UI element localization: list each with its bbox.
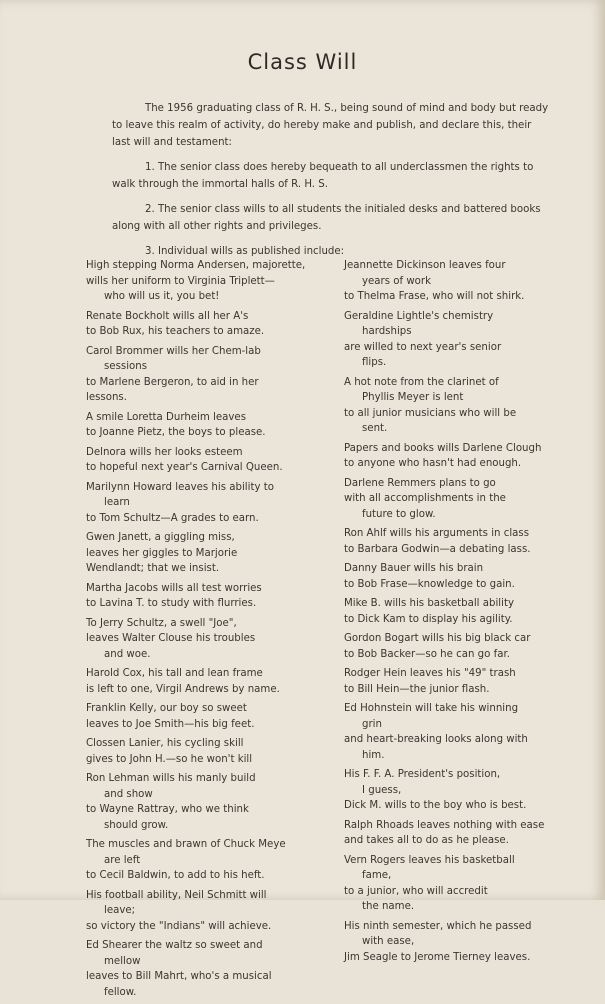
will-entry — [86, 701, 314, 732]
will-line: leaves to Joe Smith—his big feet. — [86, 718, 255, 730]
will-entry — [344, 375, 566, 437]
will-line: His ninth semester, which he passed — [344, 920, 532, 932]
will-entry — [86, 938, 314, 1000]
intro-paragraph: The 1956 graduating class of R. H. S., being sound of mind and body but ready to leave this realm of activity, do hereby make and publish, and declare this, their last will and testament: — [112, 103, 549, 148]
will-line: Vern Rogers leaves his basketball — [344, 854, 515, 866]
will-line: and show — [104, 788, 153, 800]
will-line: Papers and books wills Darlene Clough — [344, 442, 542, 454]
will-line: and heart-breaking looks along with — [344, 734, 528, 745]
will-line: flips. — [362, 357, 387, 368]
will-line: to Wayne Rattray, who we think — [86, 804, 249, 815]
will-entry — [86, 410, 314, 441]
will-line: to Joanne Pietz, the boys to please. — [86, 427, 266, 438]
will-line: are left — [104, 854, 141, 866]
will-line: High stepping Norma Andersen, majorette, — [86, 260, 306, 271]
page-title: Class Will — [247, 50, 358, 74]
will-line: Clossen Lanier, his cycling skill — [86, 738, 244, 749]
will-line: Martha Jacobs wills all test worries — [86, 582, 262, 594]
will-entry — [86, 888, 314, 935]
will-line: to anyone who hasn't had enough. — [344, 458, 522, 469]
will-line: Harold Cox, his tall and lean frame — [86, 668, 263, 679]
will-line: with all accomplishments in the — [344, 493, 506, 504]
will-entry — [86, 666, 314, 697]
will-line: leaves her giggles to Marjorie — [86, 547, 238, 559]
will-entry — [86, 736, 314, 767]
will-line: Gwen Janett, a giggling miss, — [86, 532, 235, 543]
will-line: Marilynn Howard leaves his ability to — [86, 481, 274, 493]
will-line: the name. — [362, 901, 415, 912]
will-line: gives to John H.—so he won't kill — [86, 753, 253, 765]
will-line: fame, — [362, 870, 392, 881]
will-line: Ed Shearer the waltz so sweet and — [86, 940, 263, 951]
will-line: learn — [104, 497, 130, 508]
will-line: so victory the "Indians" will achieve. — [86, 920, 272, 932]
will-line: lessons. — [86, 392, 127, 403]
will-entry — [86, 344, 314, 406]
will-line: years of work — [362, 275, 431, 287]
will-entry — [344, 666, 566, 697]
will-line: Dick M. wills to the boy who is best. — [344, 800, 527, 811]
will-line: to Bob Backer—so he can go far. — [344, 648, 510, 660]
will-entry — [344, 561, 566, 592]
will-line: to hopeful next year's Carnival Queen. — [86, 462, 283, 473]
will-line: Geraldine Lightle's chemistry — [344, 310, 494, 322]
will-line: him. — [362, 749, 385, 761]
right-column-wills — [344, 258, 566, 969]
will-line: The muscles and brawn of Chuck Meye — [86, 839, 286, 850]
intro-item-3: 3. Individual wills as published include: — [145, 246, 345, 257]
will-line: A smile Loretta Durheim leaves — [86, 411, 247, 423]
intro-section — [112, 100, 552, 268]
will-line: leave; — [104, 905, 136, 916]
will-entry — [344, 476, 566, 523]
will-line: Ed Hohnstein will take his winning — [344, 703, 519, 714]
will-line: grin — [362, 718, 382, 730]
will-entry — [344, 919, 566, 966]
will-line: Mike B. wills his basketball ability — [344, 598, 514, 609]
will-line: are willed to next year's senior — [344, 341, 502, 353]
will-entry — [86, 309, 314, 340]
will-line: to Cecil Baldwin, to add to his heft. — [86, 870, 265, 881]
will-entry — [86, 258, 314, 305]
will-entry — [344, 631, 566, 662]
will-line: sent. — [362, 423, 388, 434]
will-line: to all junior musicians who will be — [344, 407, 517, 419]
will-entry — [344, 596, 566, 627]
will-line: wills her uniform to Virginia Triplett— — [86, 275, 275, 287]
will-line: to Bill Hein—the junior flash. — [344, 683, 490, 695]
will-line: and takes all to do as he please. — [344, 835, 509, 846]
will-line: Wendlandt; that we insist. — [86, 563, 220, 574]
will-line: to Barbara Godwin—a debating lass. — [344, 543, 531, 555]
will-line: to Lavina T. to study with flurries. — [86, 598, 257, 609]
will-line: To Jerry Schultz, a swell "Joe", — [86, 617, 237, 629]
intro-item-2: 2. The senior class wills to all students the initialed desks and battered books along with all other rights and privileges. — [112, 204, 541, 232]
will-entry — [86, 445, 314, 476]
will-line: is left to one, Virgil Andrews by name. — [86, 683, 280, 695]
will-entry — [344, 258, 566, 305]
will-line: Carol Brommer wills her Chem-lab — [86, 345, 261, 357]
will-line: Ralph Rhoads leaves nothing with ease — [344, 819, 545, 831]
will-line: His F. F. A. President's position, — [344, 769, 501, 780]
left-column-wills — [86, 258, 314, 1004]
will-line: to a junior, who will accredit — [344, 885, 488, 897]
will-entry — [86, 771, 314, 833]
will-line: to Bob Rux, his teachers to amaze. — [86, 326, 265, 337]
will-line: Ron Ahlf wills his arguments in class — [344, 528, 530, 539]
will-line: mellow — [104, 955, 141, 967]
will-entry — [344, 853, 566, 915]
will-line: leaves Walter Clouse his troubles — [86, 633, 256, 644]
will-line: Renate Bockholt wills all her A's — [86, 310, 249, 322]
will-entry — [344, 818, 566, 849]
will-line: I guess, — [362, 784, 402, 796]
will-line: sessions — [104, 361, 148, 372]
will-line: His football ability, Neil Schmitt will — [86, 889, 267, 901]
will-line: Jim Seagle to Jerome Tierney leaves. — [344, 951, 531, 963]
will-entry — [344, 526, 566, 557]
will-line: to Tom Schultz—A grades to earn. — [86, 512, 259, 524]
will-line: A hot note from the clarinet of — [344, 376, 499, 388]
will-line: to Dick Kam to display his agility. — [344, 613, 513, 625]
will-entry — [86, 616, 314, 663]
will-line: to Thelma Frase, who will not shirk. — [344, 291, 525, 302]
will-line: Gordon Bogart wills his big black car — [344, 633, 531, 644]
will-line: Delnora wills her looks esteem — [86, 446, 243, 458]
will-entry — [86, 530, 314, 577]
will-line: leaves to Bill Mahrt, who's a musical — [86, 971, 272, 982]
will-line: who will us it, you bet! — [104, 291, 220, 302]
will-entry — [86, 480, 314, 527]
will-line: Phyllis Meyer is lent — [362, 392, 464, 403]
will-line: Franklin Kelly, our boy so sweet — [86, 703, 247, 714]
will-entry — [86, 581, 314, 612]
will-line: Jeannette Dickinson leaves four — [344, 260, 506, 271]
will-entry — [344, 767, 566, 814]
will-line: to Bob Frase—knowledge to gain. — [344, 578, 515, 590]
will-line: Danny Bauer wills his brain — [344, 563, 484, 574]
will-entry — [344, 701, 566, 763]
will-entry — [86, 837, 314, 884]
will-entry — [344, 309, 566, 371]
will-line: Ron Lehman wills his manly build — [86, 773, 256, 784]
will-line: to Marlene Bergeron, to aid in her — [86, 376, 259, 388]
will-line: fellow. — [104, 986, 137, 998]
will-line: future to glow. — [362, 508, 436, 520]
will-line: hardships — [362, 326, 412, 337]
will-line: Darlene Remmers plans to go — [344, 477, 496, 489]
will-entry — [344, 441, 566, 472]
will-line: with ease, — [362, 936, 415, 947]
will-line: and woe. — [104, 648, 151, 660]
will-line: Rodger Hein leaves his "49" trash — [344, 668, 516, 679]
intro-item-1: 1. The senior class does hereby bequeath to all underclassmen the rights to walk through the immortal halls of R. H. S. — [112, 162, 534, 190]
will-line: should grow. — [104, 819, 169, 831]
